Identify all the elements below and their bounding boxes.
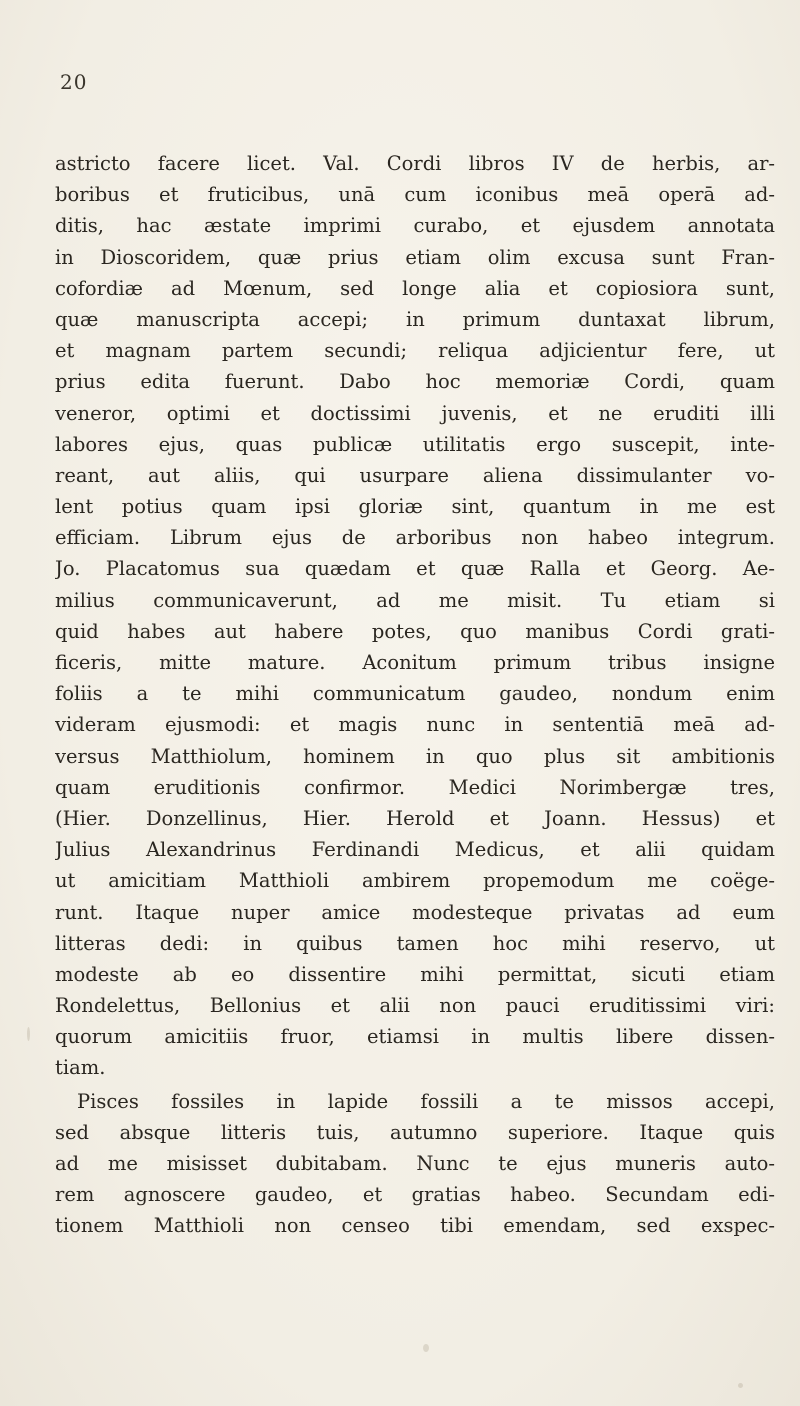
ink-speck bbox=[738, 1383, 743, 1388]
text-line: labores ejus, quas publicæ utilitatis ergo suscepit, inte- bbox=[55, 432, 775, 456]
text-line: ut amicitiam Matthioli ambirem propemodum me coëge- bbox=[55, 869, 775, 893]
text-line: tionem Matthioli non censeo tibi emendam, sed exspec- bbox=[55, 1214, 775, 1238]
text-line: litteras dedi: in quibus tamen hoc mihi reservo, ut bbox=[55, 931, 775, 955]
text-line: modeste ab eo dissentire mihi permittat, sicuti etiam bbox=[55, 962, 775, 986]
text-line: (Hier. Donzellinus, Hier. Herold et Joann. Hessus) et bbox=[55, 806, 775, 830]
text-line: boribus et fruticibus, unā cum iconibus meā operā ad- bbox=[55, 183, 775, 207]
paragraph-1 bbox=[55, 148, 775, 1084]
text-line: Pisces fossiles in lapide fossili a te missos accepi, bbox=[77, 1089, 775, 1113]
text-line: et magnam partem secundi; reliqua adjicientur fere, ut bbox=[55, 339, 775, 363]
text-line: runt. Itaque nuper amice modesteque privatas ad eum bbox=[55, 900, 775, 924]
text-line: lent potius quam ipsi gloriæ sint, quantum in me est bbox=[55, 495, 775, 519]
text-line: sed absque litteris tuis, autumno superiore. Itaque quis bbox=[55, 1120, 775, 1144]
paragraph-2 bbox=[55, 1086, 775, 1242]
page-number: 20 bbox=[60, 70, 88, 94]
text-line: veneror, optimi et doctissimi juvenis, et ne eruditi illi bbox=[55, 401, 775, 425]
text-line: milius communicaverunt, ad me misit. Tu etiam si bbox=[55, 588, 775, 612]
text-line: ad me misisset dubitabam. Nunc te ejus muneris auto- bbox=[55, 1152, 775, 1175]
text-line: reant, aut aliis, qui usurpare aliena dissimulanter vo- bbox=[55, 463, 775, 487]
text-line: tiam. bbox=[55, 1056, 106, 1080]
text-line: ditis, hac æstate imprimi curabo, et ejusdem annotata bbox=[55, 214, 775, 238]
text-line: versus Matthiolum, hominem in quo plus sit ambitionis bbox=[55, 744, 775, 768]
text-line: Jo. Placatomus sua quædam et quæ Ralla et Georg. Ae- bbox=[55, 557, 775, 581]
text-line: ficeris, mitte mature. Aconitum primum tribus insigne bbox=[55, 651, 775, 674]
text-line: rem agnoscere gaudeo, et gratias habeo. Secundam edi- bbox=[55, 1183, 775, 1207]
body-text bbox=[55, 148, 775, 1242]
text-line: quam eruditionis confirmor. Medici Norimbergæ tres, bbox=[55, 775, 775, 799]
ink-speck bbox=[423, 1344, 429, 1352]
text-line: quorum amicitiis fruor, etiamsi in multis libere dissen- bbox=[55, 1025, 775, 1049]
text-line: cofordiæ ad Mœnum, sed longe alia et copiosiora sunt, bbox=[55, 276, 775, 300]
text-line: Rondelettus, Bellonius et alii non pauci eruditissimi viri: bbox=[55, 994, 775, 1018]
text-line: astricto facere licet. Val. Cordi libros IV de herbis, ar- bbox=[55, 152, 775, 175]
text-line: Julius Alexandrinus Ferdinandi Medicus, et alii quidam bbox=[55, 838, 775, 862]
ink-speck bbox=[27, 1027, 30, 1041]
text-line: videram ejusmodi: et magis nunc in sententiā meā ad- bbox=[55, 713, 775, 737]
text-line: quæ manuscripta accepi; in primum duntaxat librum, bbox=[55, 307, 775, 331]
text-line: efficiam. Librum ejus de arboribus non habeo integrum. bbox=[55, 526, 775, 550]
text-line: in Dioscoridem, quæ prius etiam olim excusa sunt Fran- bbox=[55, 245, 775, 269]
text-line: quid habes aut habere potes, quo manibus Cordi grati- bbox=[55, 619, 775, 643]
text-line: prius edita fuerunt. Dabo hoc memoriæ Cordi, quam bbox=[55, 370, 775, 394]
text-line: foliis a te mihi communicatum gaudeo, nondum enim bbox=[55, 682, 775, 706]
